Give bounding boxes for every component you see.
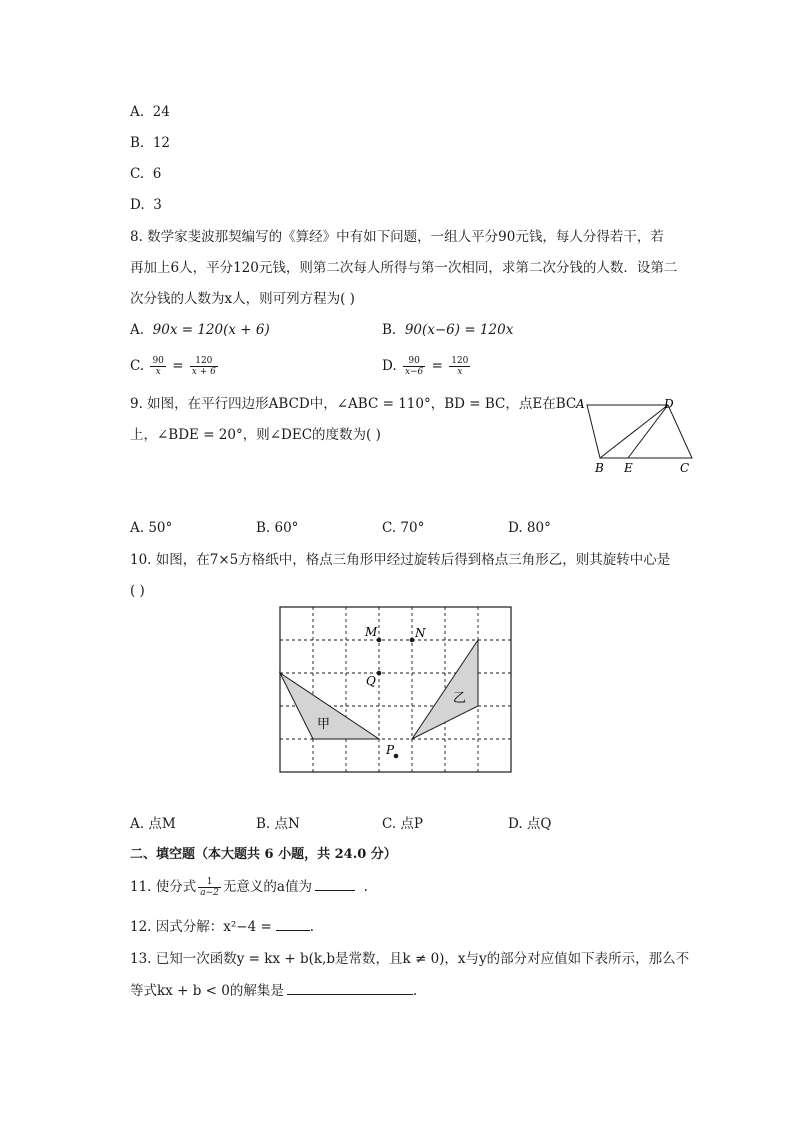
q8-option-c: C. $\frac{90}{x}$ = $\frac{120}{x + 6}$ bbox=[130, 356, 216, 377]
q10-option-b: B. 点N bbox=[256, 816, 300, 832]
label-c: C bbox=[680, 461, 690, 475]
q12-stem: 12. 因式分解：x²−4 = . bbox=[130, 919, 315, 935]
label-m: M bbox=[365, 625, 378, 639]
parallelogram-figure bbox=[570, 392, 700, 482]
q10-option-a: A. 点M bbox=[130, 816, 176, 832]
answer-blank[interactable] bbox=[287, 982, 413, 995]
q8-stem-line1: 8. 数学家斐波那契编写的《算经》中有如下问题，一组人平分90元钱，每人分得若干，若 bbox=[130, 229, 664, 245]
fraction: $\frac{120}{x}$ bbox=[451, 356, 469, 377]
triangle-yi bbox=[412, 640, 478, 739]
q7-option-b: B. 12 bbox=[130, 135, 170, 151]
label-jia: 甲 bbox=[317, 717, 331, 732]
q9-stem-line2: 上，∠BDE = 20°，则∠DEC的度数为( ) bbox=[130, 427, 381, 443]
fraction: $\frac{1}{a-2}$ bbox=[200, 877, 219, 898]
q9-stem-line1: 9. 如图，在平行四边形ABCD中，∠ABC = 110°，BD = BC，点E在BC bbox=[130, 396, 577, 412]
label-e: E bbox=[624, 461, 633, 475]
q10-option-c: C. 点P bbox=[382, 816, 424, 832]
q9-option-a: A. 50° bbox=[130, 520, 173, 536]
point-m bbox=[377, 638, 382, 643]
point-q bbox=[377, 671, 382, 676]
label-q: Q bbox=[366, 674, 376, 688]
label-b: B bbox=[595, 461, 604, 475]
q13-stem-line1: 13. 已知一次函数y = kx + b(k,b是常数，且k ≠ 0)，x与y的部分对应值如下表所示，那么不 bbox=[130, 951, 690, 967]
q11-stem: 11. 使分式 $\frac{1}{a-2}$ 无意义的a值为 . bbox=[130, 877, 368, 898]
label-a: A bbox=[576, 397, 585, 411]
q7-option-d: D. 3 bbox=[130, 197, 162, 213]
label-n: N bbox=[415, 626, 426, 640]
q10-option-d: D. 点Q bbox=[508, 816, 552, 832]
q9-option-b: B. 60° bbox=[256, 520, 299, 536]
q8-stem-line3: 次分钱的人数为x人，则可列方程为( ) bbox=[130, 291, 355, 307]
section-title-fill-in: 二、填空题（本大题共 6 小题，共 24.0 分） bbox=[130, 847, 397, 862]
q9-option-c: C. 70° bbox=[382, 520, 425, 536]
q7-option-a: A. 24 bbox=[130, 104, 170, 120]
q8-stem-line2: 再加上6人，平分120元钱，则第二次每人所得与第一次相同，求第二次分钱的人数．设第二 bbox=[130, 260, 678, 276]
q10-stem-line2: ( ) bbox=[130, 583, 145, 599]
answer-blank[interactable] bbox=[315, 878, 355, 891]
grid-figure bbox=[270, 600, 520, 780]
answer-blank[interactable] bbox=[276, 918, 310, 931]
q8-option-a: A. 90x = 120(x + 6) bbox=[130, 322, 270, 338]
fraction: $\frac{90}{x-6}$ bbox=[404, 356, 424, 377]
q8-option-d: D. $\frac{90}{x-6}$ = $\frac{120}{x}$ bbox=[382, 356, 469, 377]
label-yi: 乙 bbox=[453, 691, 467, 706]
label-d: D bbox=[664, 397, 674, 411]
parallelogram-abcd bbox=[587, 405, 692, 458]
q7-option-c: C. 6 bbox=[130, 166, 162, 182]
q8-option-b: B. 90(x−6) = 120x bbox=[382, 322, 514, 338]
q10-stem-line1: 10. 如图，在7×5方格纸中，格点三角形甲经过旋转后得到格点三角形乙，则其旋转中心是 bbox=[130, 552, 671, 568]
q13-stem-line2: 等式kx + b < 0的解集是 . bbox=[130, 983, 418, 999]
fraction: $\frac{120}{x + 6}$ bbox=[191, 356, 216, 377]
label-p: P bbox=[386, 743, 395, 757]
point-n bbox=[410, 638, 415, 643]
fraction: $\frac{90}{x}$ bbox=[152, 356, 164, 377]
point-p bbox=[394, 754, 399, 759]
q9-option-d: D. 80° bbox=[508, 520, 551, 536]
